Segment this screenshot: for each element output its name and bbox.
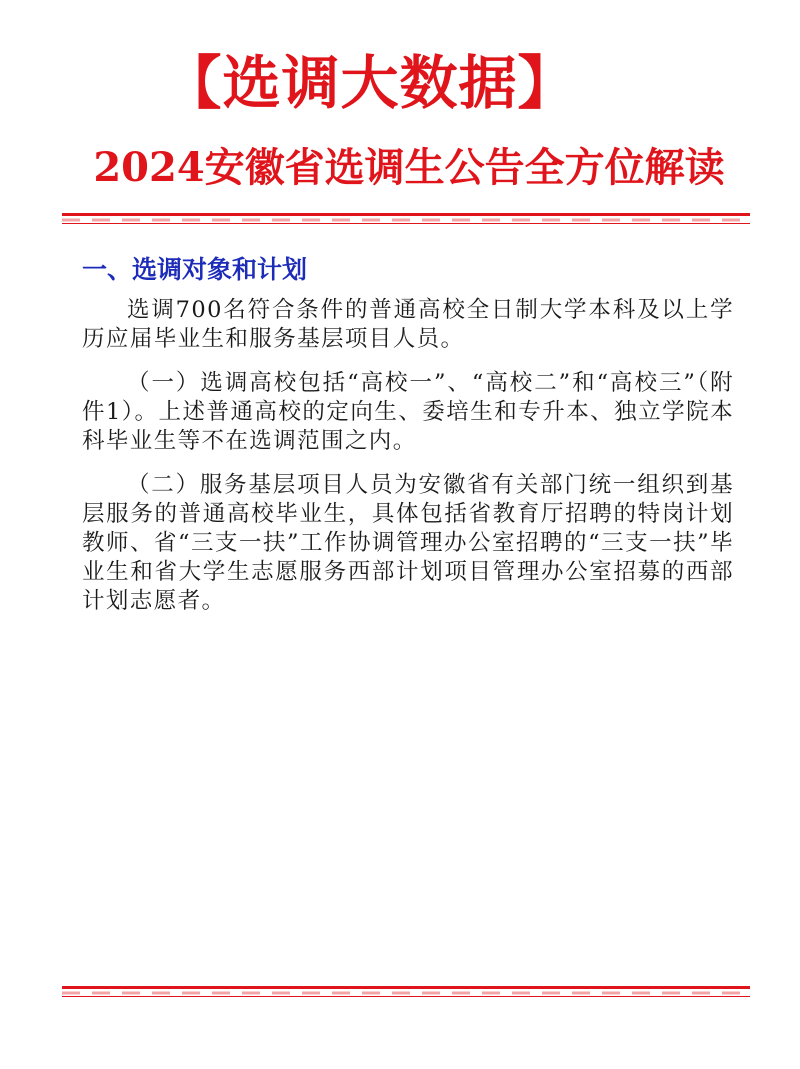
section-body xyxy=(82,296,734,631)
paragraph-universities: （一）选调高校包括“高校一”、“高校二”和“高校三”（附件1）。上述普通高校的定向生、委培生和专升本、独立学院本科毕业生等不在选调范围之内。 xyxy=(82,370,734,454)
bottom-divider xyxy=(62,986,750,998)
page-title: 【选调大数据】 xyxy=(163,49,577,117)
paragraph-grassroots: （二）服务基层项目人员为安徽省有关部门统一组织到基层服务的普通高校毕业生，具体包括省教育厅招聘的特岗计划教师、省“三支一扶”工作协调管理办公室招聘的“三支一扶”毕业生和省大学生志愿服务西部计划项目管理办公室招募的西部计划志愿者。 xyxy=(82,472,734,614)
top-divider xyxy=(62,213,750,225)
paragraph-intro: 选调700名符合条件的普通高校全日制大学本科及以上学历应届毕业生和服务基层项目人员。 xyxy=(82,297,734,352)
page-subtitle: 2024安徽省选调生公告全方位解读 xyxy=(93,144,725,191)
section-heading: 一、选调对象和计划 xyxy=(82,255,308,284)
